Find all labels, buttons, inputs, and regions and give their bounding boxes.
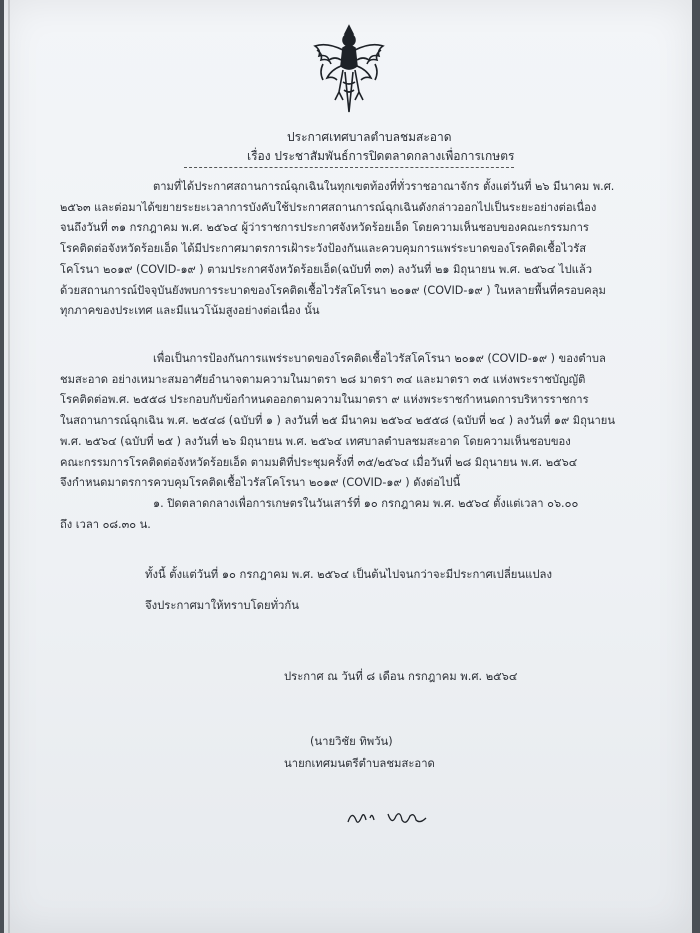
paragraph-line: ถึง เวลา ๐๘.๓๐ น.: [60, 517, 151, 531]
measure-item: ๑. ปิดตลาดกลางเพื่อการเกษตรในวันเสาร์ที่ ๑๐ กรกฎาคม พ.ศ. ๒๕๖๔ ตั้งแต่เวลา ๐๖.๐๐: [153, 496, 579, 510]
paragraph-line: ๒๕๖๓ และต่อมาได้ขยายระยะเวลาการบังคับใช้ประกาศสถานการณ์ฉุกเฉินดังกล่าวออกไปเป็นระยะอย่างต่อเนื่อง: [60, 200, 597, 214]
paragraph-line: ด้วยสถานการณ์ปัจจุบันยังพบการระบาดของโรคติดเชื้อไวรัสโคโรนา ๒๐๑๙ (COVID-๑๙ ) ในหลายพื้นที่ครอบคลุม: [60, 283, 606, 297]
page-shadow: [8, 0, 10, 933]
paragraph-measures: [60, 349, 615, 535]
paragraph-line: จึงกำหนดมาตรการควบคุมโรคติดเชื้อไวรัสโคโรนา ๒๐๑๙ (COVID-๑๙ ) ดังต่อไปนี้: [60, 476, 461, 490]
announcement-subject: เรื่อง ประชาสัมพันธ์การปิดตลาดกลางเพื่อการเกษตร: [247, 149, 515, 163]
announcement-title: ประกาศเทศบาลตำบลชมสะอาด: [287, 130, 452, 144]
paragraph-line: เพื่อเป็นการป้องกันการแพร่ระบาดของโรคติดเชื้อไวรัสโคโรนา ๒๐๑๙ (COVID-๑๙ ) ของตำบล: [153, 352, 606, 365]
paragraph-background: [60, 177, 614, 322]
paragraph-line: ชมสะอาด อย่างเหมาะสมอาศัยอำนาจตามความในมาตรา ๒๘ มาตรา ๓๔ และมาตรา ๓๕ แห่งพระราชบัญญัติ: [60, 372, 586, 386]
garuda-emblem-icon: [309, 20, 389, 120]
paragraph-line: โคโรนา ๒๐๑๙ (COVID-๑๙ ) ตามประกาศจังหวัดร้อยเอ็ด(ฉบับที่ ๓๓) ลงวันที่ ๒๑ มิถุนายน พ.ศ. ๒๕๖๔ ไปแล้ว: [60, 262, 593, 276]
paragraph-line: ทุกภาคของประเทศ และมีแนวโน้มสูงอย่างต่อเนื่อง นั้น: [60, 304, 320, 318]
paragraph-line: โรคติดต่อจังหวัดร้อยเอ็ด ได้มีประกาศมาตรการเฝ้าระวังป้องกันและควบคุมการแพร่ระบาดของโรคติดเชื้อไวรัส: [60, 242, 587, 256]
paragraph-line: โรคติดต่อพ.ศ. ๒๕๕๘ ประกอบกับข้อกำหนดออกตามความในมาตรา ๙ แห่งพระราชกำหนดการบริหารราชการ: [60, 393, 589, 407]
paragraph-line: คณะกรรมการโรคติดต่อจังหวัดร้อยเอ็ด ตามมติที่ประชุมครั้งที่ ๓๕/๒๕๖๔ เมื่อวันที่ ๒๘ มิถุนายน พ.ศ. ๒๕๖๔: [60, 455, 578, 469]
effective-date-text: ทั้งนี้ ตั้งแต่วันที่ ๑๐ กรกฎาคม พ.ศ. ๒๕๖๔ เป็นต้นไปจนกว่าจะมีประกาศเปลี่ยนแปลง: [145, 568, 552, 581]
announce-text: จึงประกาศมาให้ทราบโดยทั่วกัน: [145, 599, 299, 612]
signer-position: นายกเทศมนตรีตำบลชมสะอาด: [284, 757, 435, 770]
signature-icon: [344, 806, 434, 832]
paragraph-line: จนถึงวันที่ ๓๑ กรกฎาคม พ.ศ. ๒๕๖๔ ผู้ว่าราชการประกาศจังหวัดร้อยเอ็ด โดยความเห็นชอบของคณะกรรมการ: [60, 221, 589, 235]
divider: [184, 167, 514, 168]
signer-name: (นายวิชัย ทิพวัน): [310, 735, 393, 748]
paragraph-line: พ.ศ. ๒๕๖๔ (ฉบับที่ ๒๕ ) ลงวันที่ ๒๖ มิถุนายน พ.ศ. ๒๕๖๔ เทศบาลตำบลชมสะอาด โดยความเห็นชอบของ: [60, 434, 571, 448]
paragraph-line: ในสถานการณ์ฉุกเฉิน พ.ศ. ๒๕๔๘ (ฉบับที่ ๑ ) ลงวันที่ ๒๕ มีนาคม ๒๕๖๔ ๒๕๕๘ (ฉบับที่ ๒๔ ) ลงวันที่ ๑๙ มิถุนายน: [60, 414, 615, 428]
paragraph-line: ตามที่ได้ประกาศสถานการณ์ฉุกเฉินในทุกเขตท้องที่ทั่วราชอาณาจักร ตั้งแต่วันที่ ๒๖ มีนาคม พ.ศ.: [153, 180, 615, 193]
announcement-date: ประกาศ ณ วันที่ ๘ เดือน กรกฎาคม พ.ศ. ๒๕๖๔: [284, 670, 518, 683]
document-page: [4, 0, 692, 933]
